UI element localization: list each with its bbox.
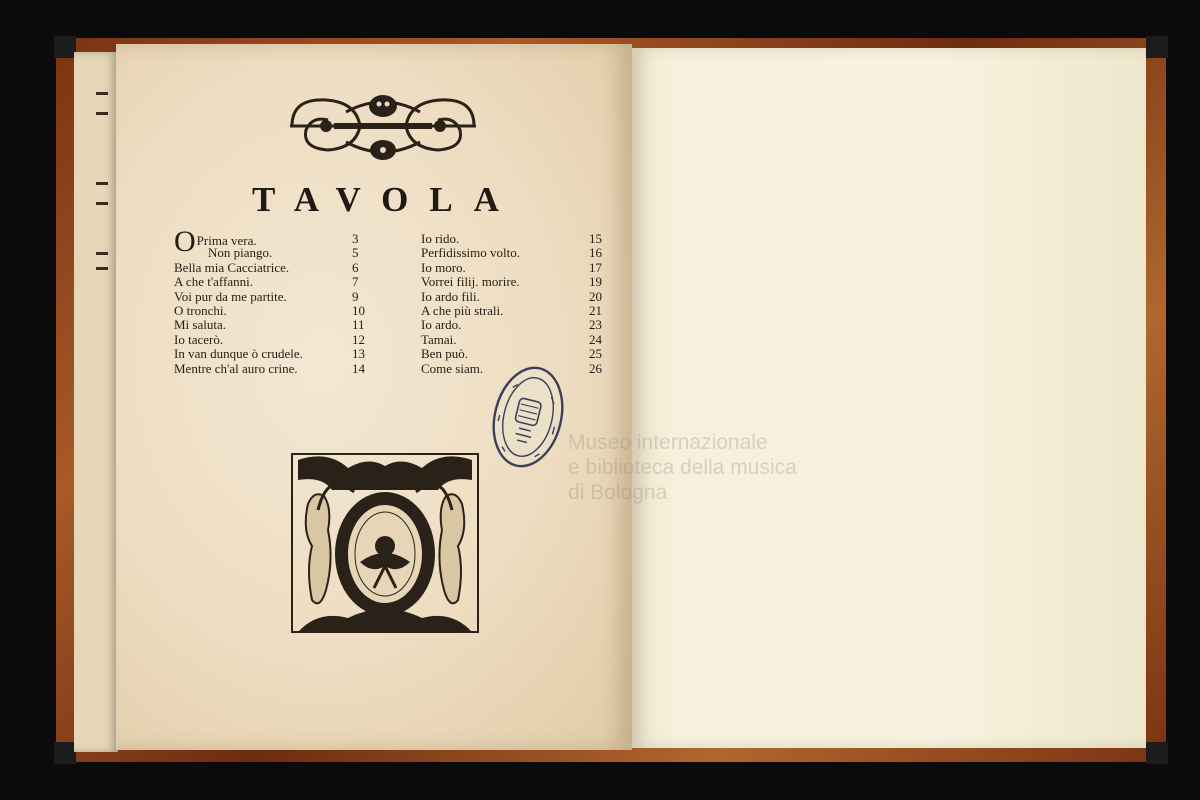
dropcap: O xyxy=(174,225,196,258)
watermark-line: e biblioteca della musica xyxy=(568,456,797,479)
cover-corner xyxy=(54,36,76,58)
toc-entry xyxy=(174,275,364,289)
watermark-line: di Bologna xyxy=(568,481,668,504)
toc-entry-title: Io moro. xyxy=(421,259,466,275)
toc-entry xyxy=(174,246,364,260)
toc-entry-title: Mentre ch'al auro crine. xyxy=(174,360,298,376)
toc-entry-title: Voi pur da me partite. xyxy=(174,288,287,304)
toc-entry-page: 17 xyxy=(589,259,602,275)
toc-entry-page: 26 xyxy=(589,360,602,376)
toc-entry xyxy=(421,333,605,347)
toc-entry xyxy=(421,275,605,289)
toc-entry-page: 11 xyxy=(352,317,365,333)
toc-entry-title: A che più strali. xyxy=(421,302,504,318)
toc-column-right xyxy=(421,232,605,376)
toc-entry-title: Come siam. xyxy=(421,360,484,376)
toc-entry-page: 13 xyxy=(352,346,365,362)
watermark xyxy=(568,430,868,505)
toc-entry-page: 9 xyxy=(352,288,359,304)
cover-corner xyxy=(54,742,76,764)
toc-column-left xyxy=(174,225,365,376)
toc-entry-title: Bella mia Cacciatrice. xyxy=(174,259,290,275)
toc-entry-title: Io rido. xyxy=(421,231,460,246)
toc-entry xyxy=(421,347,605,361)
toc-entry-page: 19 xyxy=(589,274,602,290)
toc-entry xyxy=(174,362,364,376)
toc-entry-page: 21 xyxy=(589,302,602,318)
toc-entry-page: 10 xyxy=(352,302,365,318)
toc-entry xyxy=(421,261,605,275)
toc-entry-title: Perfidissimo volto. xyxy=(421,245,520,261)
toc-entry xyxy=(174,318,364,332)
toc-entry-title: Tamai. xyxy=(421,331,457,347)
toc-entry-title: Prima vera. xyxy=(196,233,257,248)
toc-entry xyxy=(174,333,364,347)
library-stamp xyxy=(486,362,570,472)
toc-entry-title: Io ardo fili. xyxy=(421,288,480,304)
toc-entry-page: 6 xyxy=(352,259,359,275)
toc-entry-page: 5 xyxy=(352,245,359,261)
toc-entry-title: O tronchi. xyxy=(174,302,227,318)
toc-entry xyxy=(421,232,605,246)
toc-entry xyxy=(421,246,605,260)
toc-entry-title: Io tacerò. xyxy=(174,331,224,347)
watermark-line: Museo internazionale xyxy=(568,431,768,454)
toc-entry-page: 3 xyxy=(352,231,359,246)
page-title: TAVOLA xyxy=(252,180,520,219)
toc-entry xyxy=(174,347,364,361)
toc-entry xyxy=(174,304,364,318)
toc-entry-page: 12 xyxy=(352,331,365,347)
cover-corner xyxy=(1146,36,1168,58)
printer-device-emblem xyxy=(288,450,482,636)
toc-entry xyxy=(421,304,605,318)
toc-entry xyxy=(421,318,605,332)
toc-entry-page: 7 xyxy=(352,274,359,290)
toc-entry xyxy=(174,261,364,275)
right-page xyxy=(632,48,1146,748)
cover-corner xyxy=(1146,742,1168,764)
toc-entry-page: 14 xyxy=(352,360,365,376)
toc-entry-title: Mi saluta. xyxy=(174,317,226,333)
toc-entry-title: Non piango. xyxy=(208,245,273,261)
toc-entry-page: 24 xyxy=(589,331,602,347)
toc-entry-page: 23 xyxy=(589,317,602,333)
toc-entry-page: 20 xyxy=(589,288,602,304)
toc-entry-title: Ben può. xyxy=(421,346,468,362)
toc-entry-title: A che t'affanni. xyxy=(174,274,253,290)
toc-entry-title: Io ardo. xyxy=(421,317,462,333)
ornamental-headpiece xyxy=(286,86,480,168)
toc-entry-title: Vorrei filij. morire. xyxy=(421,274,520,290)
toc-entry-page: 25 xyxy=(589,346,602,362)
toc-entry xyxy=(421,290,605,304)
toc-entry-page: 16 xyxy=(589,245,602,261)
toc-entry-title: In van dunque ò crudele. xyxy=(174,346,303,362)
toc-entry-page: 15 xyxy=(589,231,602,246)
underlying-page-edge xyxy=(74,52,118,752)
toc-entry xyxy=(174,290,364,304)
